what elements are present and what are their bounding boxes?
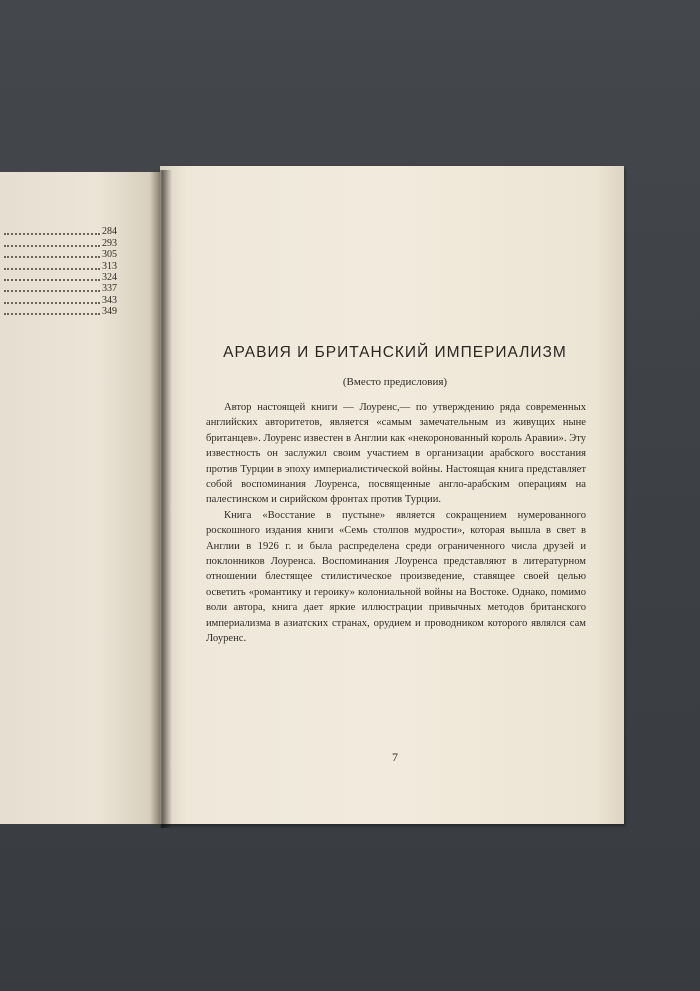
toc-page-number: 313 bbox=[102, 260, 117, 272]
leader-dots bbox=[4, 268, 100, 270]
toc-row bbox=[0, 283, 148, 294]
toc-row bbox=[0, 306, 148, 317]
leader-dots bbox=[4, 313, 100, 315]
leader-dots bbox=[4, 290, 100, 292]
toc-page-number: 349 bbox=[102, 306, 117, 318]
toc-row bbox=[0, 226, 148, 237]
leader-dots bbox=[4, 302, 100, 304]
toc-row bbox=[0, 294, 148, 305]
toc-page-number: 337 bbox=[102, 283, 117, 295]
paragraph: Книга «Восстание в пустыне» является сокращением нумерованного роскошного издания книги «Семь столпов мудрости», которая вышла в свет в Англии в 1926 г. и была распределена среди ограниченного числа друзей и поклонников Лоуренса. Воспоминания Лоуренса представляют в литературном отношении блестящее стилистическое произведение, ставящее своей целью осветить «романтику и героику» колониальной войны на Востоке. Однако, помимо воли автора, книга дает яркие иллюстрации привычных методов британского империализма в азиатских странах, орудием и проводником которого являлся сам Лоуренс. bbox=[206, 509, 586, 645]
toc-page-number: 284 bbox=[102, 226, 117, 238]
toc-row bbox=[0, 249, 148, 260]
paragraph: Автор настоящей книги — Лоуренс,— по утверждению ряда современных английских авторитетов, является «самым замечательным из живущих ныне британцев». Лоуренс известен в Англии как «некоронованный король Аравии». Эту известность он заслужил своим участием в организации арабского восстания против Турции в эпоху империалистической войны. Настоящая книга представляет собой воспоминания Лоуренса, посвященные англо-арабским операциям на палестинском и сирийском фронтах против Турции. bbox=[206, 402, 586, 506]
leader-dots bbox=[4, 245, 100, 247]
chapter-subtitle: (Вместо предисловия) bbox=[342, 376, 448, 388]
chapter-title: АРАВИЯ И БРИТАНСКИЙ ИМПЕРИАЛИЗМ bbox=[223, 344, 567, 361]
toc-page-number: 305 bbox=[102, 249, 117, 261]
toc-page-number: 343 bbox=[102, 294, 117, 306]
leader-dots bbox=[4, 256, 100, 258]
toc-page-number: 293 bbox=[102, 237, 117, 249]
leader-dots bbox=[4, 233, 100, 235]
toc-row bbox=[0, 260, 148, 271]
book-spine bbox=[150, 170, 172, 828]
page-number: 7 bbox=[392, 750, 398, 764]
body-text bbox=[206, 400, 586, 647]
table-of-contents-fragment bbox=[0, 226, 148, 317]
leader-dots bbox=[4, 279, 100, 281]
toc-row bbox=[0, 237, 148, 248]
toc-page-number: 324 bbox=[102, 271, 117, 283]
toc-row bbox=[0, 272, 148, 283]
